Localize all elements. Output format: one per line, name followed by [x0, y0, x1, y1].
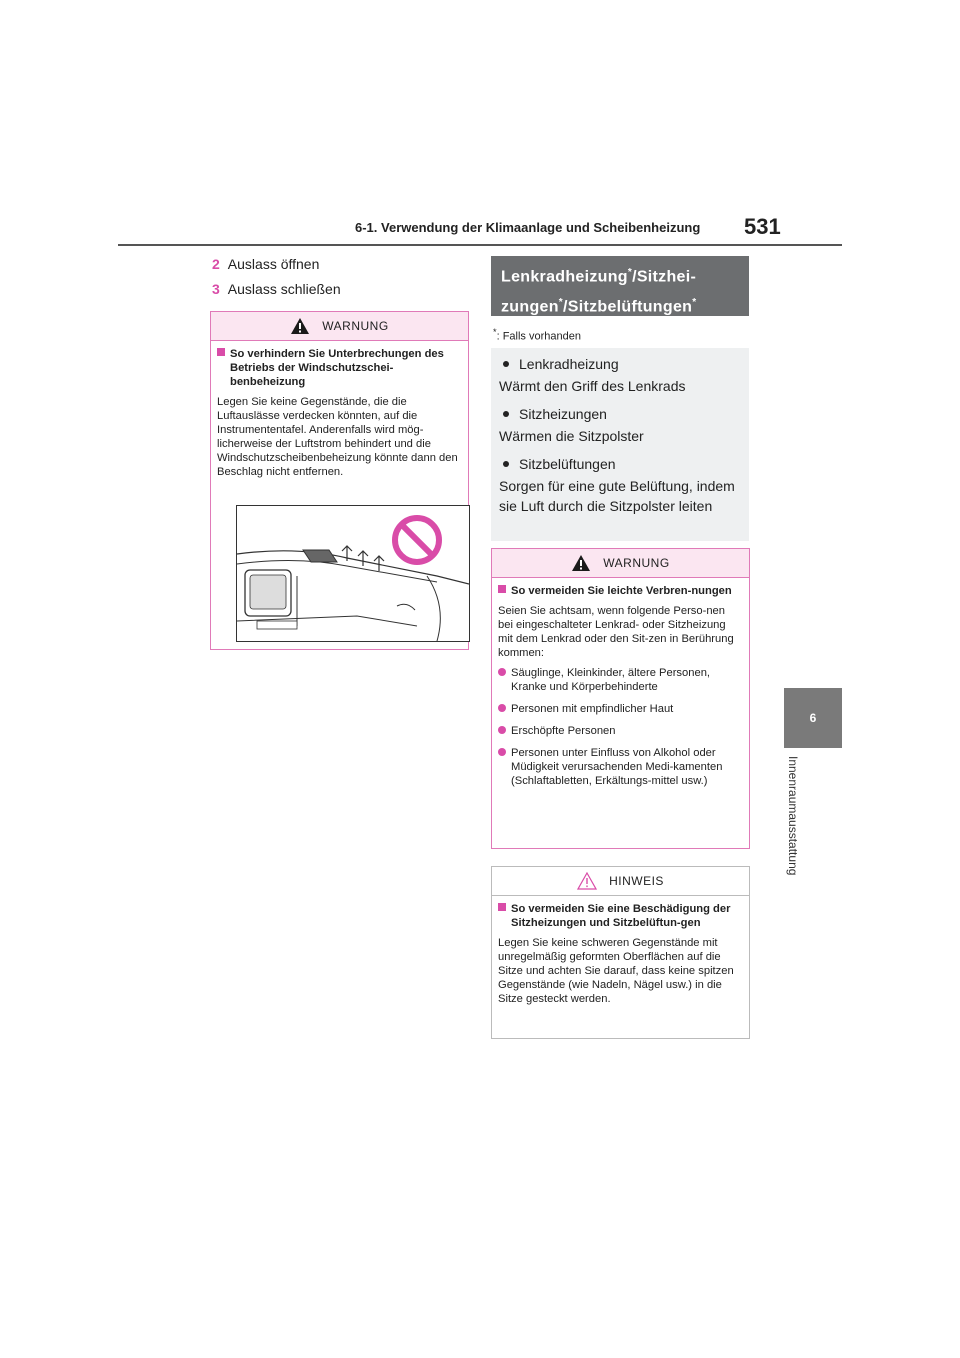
warning-subtitle: So vermeiden Sie leichte Verbren-nungen [498, 584, 741, 598]
step-item [212, 256, 319, 272]
feature-item: Sitzbelüftungen [499, 454, 741, 474]
footnote: *: Falls vorhanden [493, 327, 581, 343]
warning-subtitle: So verhindern Sie Unterbrechungen des Betriebs der Windschutzschei-benbeheizung [217, 347, 460, 389]
feature-item: Lenkradheizung [499, 354, 741, 374]
feature-item: Sitzheizungen [499, 404, 741, 424]
list-item: Personen unter Einfluss von Alkohol oder Müdigkeit verursachenden Medi-kamenten (Schlaftabletten, Erkältungs-mittel usw.) [498, 746, 741, 788]
step-number: 2 [212, 256, 220, 272]
list-item: Personen mit empfindlicher Haut [498, 702, 741, 716]
page-number: 531 [744, 214, 781, 239]
note-text: Legen Sie keine schweren Gegenstände mit unregelmäßig geformten Oberflächen auf die Sitze und achten Sie darauf, dass keine spitzen Gegenstände (wie Nadeln, Nägel usw.) in die Sitze gesteckt werden. [498, 937, 734, 1005]
feature-desc: Wärmen die Sitzpolster [499, 428, 644, 444]
bullet-icon [498, 726, 506, 734]
square-bullet-icon [498, 903, 506, 911]
warning-text: Legen Sie keine Gegenstände, die die Luftauslässe verdecken könnten, auf die Instrumententafel. Anderenfalls wird mög-licherweise der Luftstrom behindert und die Windschutzscheibenbeheizung könnte dann den Beschlag nicht entfernen. [217, 396, 458, 478]
feature-desc: Wärmt den Griff des Lenkrads [499, 378, 686, 394]
step-text: Auslass öffnen [227, 256, 320, 272]
dashboard-vents-image [237, 506, 469, 641]
note-subtitle: So vermeiden Sie eine Beschädigung der Sitzheizungen und Sitzbelüftun-gen [498, 902, 741, 930]
bullet-icon [498, 704, 506, 712]
dashboard-illustration [236, 505, 470, 642]
feature-desc: Sorgen für eine gute Belüftung, indem sie Luft durch die Sitzpolster leiten [499, 478, 735, 514]
step-text: Auslass schließen [227, 281, 341, 297]
note-heading-text: HINWEIS [609, 874, 664, 888]
section-heading: Lenkradheizung*/Sitzhei- zungen*/Sitzbelüftungen* [491, 256, 749, 316]
warning-triangle-icon [571, 554, 591, 572]
warning-heading [492, 549, 749, 578]
chapter-label: Innenraumausstattung [786, 756, 800, 876]
warning-text: Seien Sie achtsam, wenn folgende Perso-nen bei eingeschalteter Lenkrad- oder Sitzheizung mit dem Lenkrad oder den Sit-zen in Berührung kommen: [498, 605, 734, 659]
bullet-icon [498, 748, 506, 756]
step-item [212, 281, 341, 297]
warning-triangle-icon [290, 317, 310, 335]
warning-heading-text: WARNUNG [322, 319, 389, 333]
bullet-icon [498, 668, 506, 676]
square-bullet-icon [217, 348, 225, 356]
header-rule [118, 244, 842, 246]
feature-list [491, 348, 749, 541]
warning-heading [211, 312, 468, 341]
chapter-tab[interactable] [784, 688, 842, 748]
list-item: Erschöpfte Personen [498, 724, 741, 738]
bullet-icon [503, 411, 509, 417]
note-box [491, 866, 750, 1039]
bullet-icon [503, 461, 509, 467]
square-bullet-icon [498, 585, 506, 593]
warning-heading-text: WARNUNG [603, 556, 670, 570]
warning-box [491, 548, 750, 849]
step-number: 3 [212, 281, 220, 297]
chapter-label-wrap [780, 756, 804, 896]
caution-triangle-icon [577, 872, 597, 890]
bullet-icon [503, 361, 509, 367]
chapter-number: 6 [809, 711, 817, 725]
note-heading [492, 867, 749, 896]
list-item: Säuglinge, Kleinkinder, ältere Personen, Kranke und Körperbehinderte [498, 666, 741, 694]
section-title: 6-1. Verwendung der Klimaanlage und Scheibenheizung [355, 220, 701, 235]
